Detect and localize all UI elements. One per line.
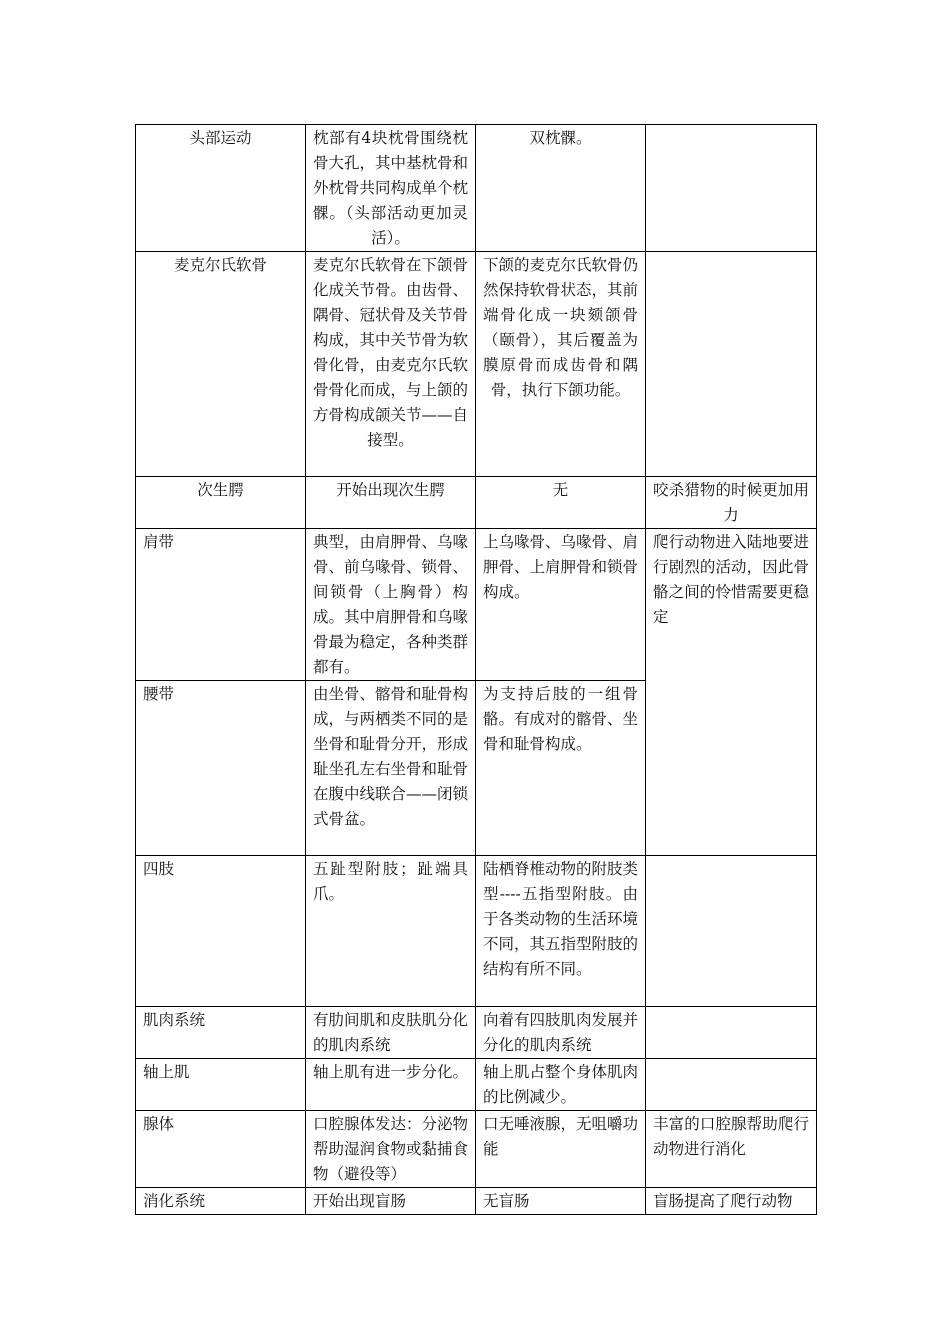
table-cell: 轴上肌有进一步分化。 — [306, 1059, 476, 1111]
table-cell: 为支持后肢的一组骨骼。有成对的髂骨、坐骨和耻骨构成。 — [476, 681, 646, 856]
table-cell — [646, 125, 817, 252]
table-cell: 丰富的口腔腺帮助爬行动物进行消化 — [646, 1111, 817, 1188]
table-cell: 麦克尔氏软骨在下颌骨化成关节骨。由齿骨、隅骨、冠状骨及关节骨构成，其中关节骨为软骨化骨，由麦克尔氏软骨骨化而成，与上颌的方骨构成颌关节——自接型。 — [306, 252, 476, 477]
table-cell: 向着有四肢肌肉发展并分化的肌肉系统 — [476, 1007, 646, 1059]
table-cell: 肩带 — [136, 529, 306, 681]
table-row — [136, 1188, 817, 1215]
table-row — [136, 1059, 817, 1111]
table-row — [136, 856, 817, 1007]
table-cell: 次生腭 — [136, 477, 306, 529]
table-row — [136, 125, 817, 252]
table-row — [136, 1111, 817, 1188]
table-cell: 盲肠提高了爬行动物 — [646, 1188, 817, 1215]
table-row — [136, 1007, 817, 1059]
table-cell: 轴上肌 — [136, 1059, 306, 1111]
table-cell: 消化系统 — [136, 1188, 306, 1215]
table-cell: 开始出现盲肠 — [306, 1188, 476, 1215]
table-cell: 五趾型附肢；趾端具爪。 — [306, 856, 476, 1007]
table-cell: 有肋间肌和皮肤肌分化的肌肉系统 — [306, 1007, 476, 1059]
table-cell: 无 — [476, 477, 646, 529]
table-cell: 腺体 — [136, 1111, 306, 1188]
table-cell: 下颌的麦克尔氏软骨仍然保持软骨状态，其前端骨化成一块颏颌骨（颐骨），其后覆盖为膜原骨而成齿骨和隅骨，执行下颌功能。 — [476, 252, 646, 477]
table-row — [136, 529, 817, 681]
table-cell: 轴上肌占整个身体肌肉的比例减少。 — [476, 1059, 646, 1111]
table-cell: 腰带 — [136, 681, 306, 856]
table-cell: 典型，由肩胛骨、乌喙骨、前乌喙骨、锁骨、间锁骨（上胸骨）构成。其中肩胛骨和乌喙骨最为稳定，各种类群都有。 — [306, 529, 476, 681]
table-cell — [646, 1059, 817, 1111]
table-cell: 开始出现次生腭 — [306, 477, 476, 529]
table-cell: 枕部有4块枕骨围绕枕骨大孔，其中基枕骨和外枕骨共同构成单个枕髁。（头部活动更加灵活）。 — [306, 125, 476, 252]
table-cell: 上乌喙骨、乌喙骨、肩胛骨、上肩胛骨和锁骨构成。 — [476, 529, 646, 681]
comparison-table — [135, 124, 817, 1215]
table-cell: 由坐骨、髂骨和耻骨构成，与两栖类不同的是坐骨和耻骨分开，形成耻坐孔左右坐骨和耻骨在腹中线联合——闭锁式骨盆。 — [306, 681, 476, 856]
table-cell: 爬行动物进入陆地要进行剧烈的活动，因此骨骼之间的怜惜需要更稳定 — [646, 529, 817, 856]
table-row — [136, 477, 817, 529]
table-cell: 口无唾液腺，无咀嚼功能 — [476, 1111, 646, 1188]
table-cell: 咬杀猎物的时候更加用力 — [646, 477, 817, 529]
table-cell: 双枕髁。 — [476, 125, 646, 252]
table-cell — [646, 856, 817, 1007]
table-cell: 口腔腺体发达：分泌物帮助湿润食物或黏捕食物（避役等） — [306, 1111, 476, 1188]
table-row — [136, 252, 817, 477]
table-cell — [646, 1007, 817, 1059]
table-cell: 肌肉系统 — [136, 1007, 306, 1059]
table-cell: 麦克尔氏软骨 — [136, 252, 306, 477]
table-cell: 四肢 — [136, 856, 306, 1007]
table-cell: 陆栖脊椎动物的附肢类型----五指型附肢。由于各类动物的生活环境不同，其五指型附肢的结构有所不同。 — [476, 856, 646, 1007]
table-cell: 头部运动 — [136, 125, 306, 252]
table-cell: 无盲肠 — [476, 1188, 646, 1215]
table-cell — [646, 252, 817, 477]
